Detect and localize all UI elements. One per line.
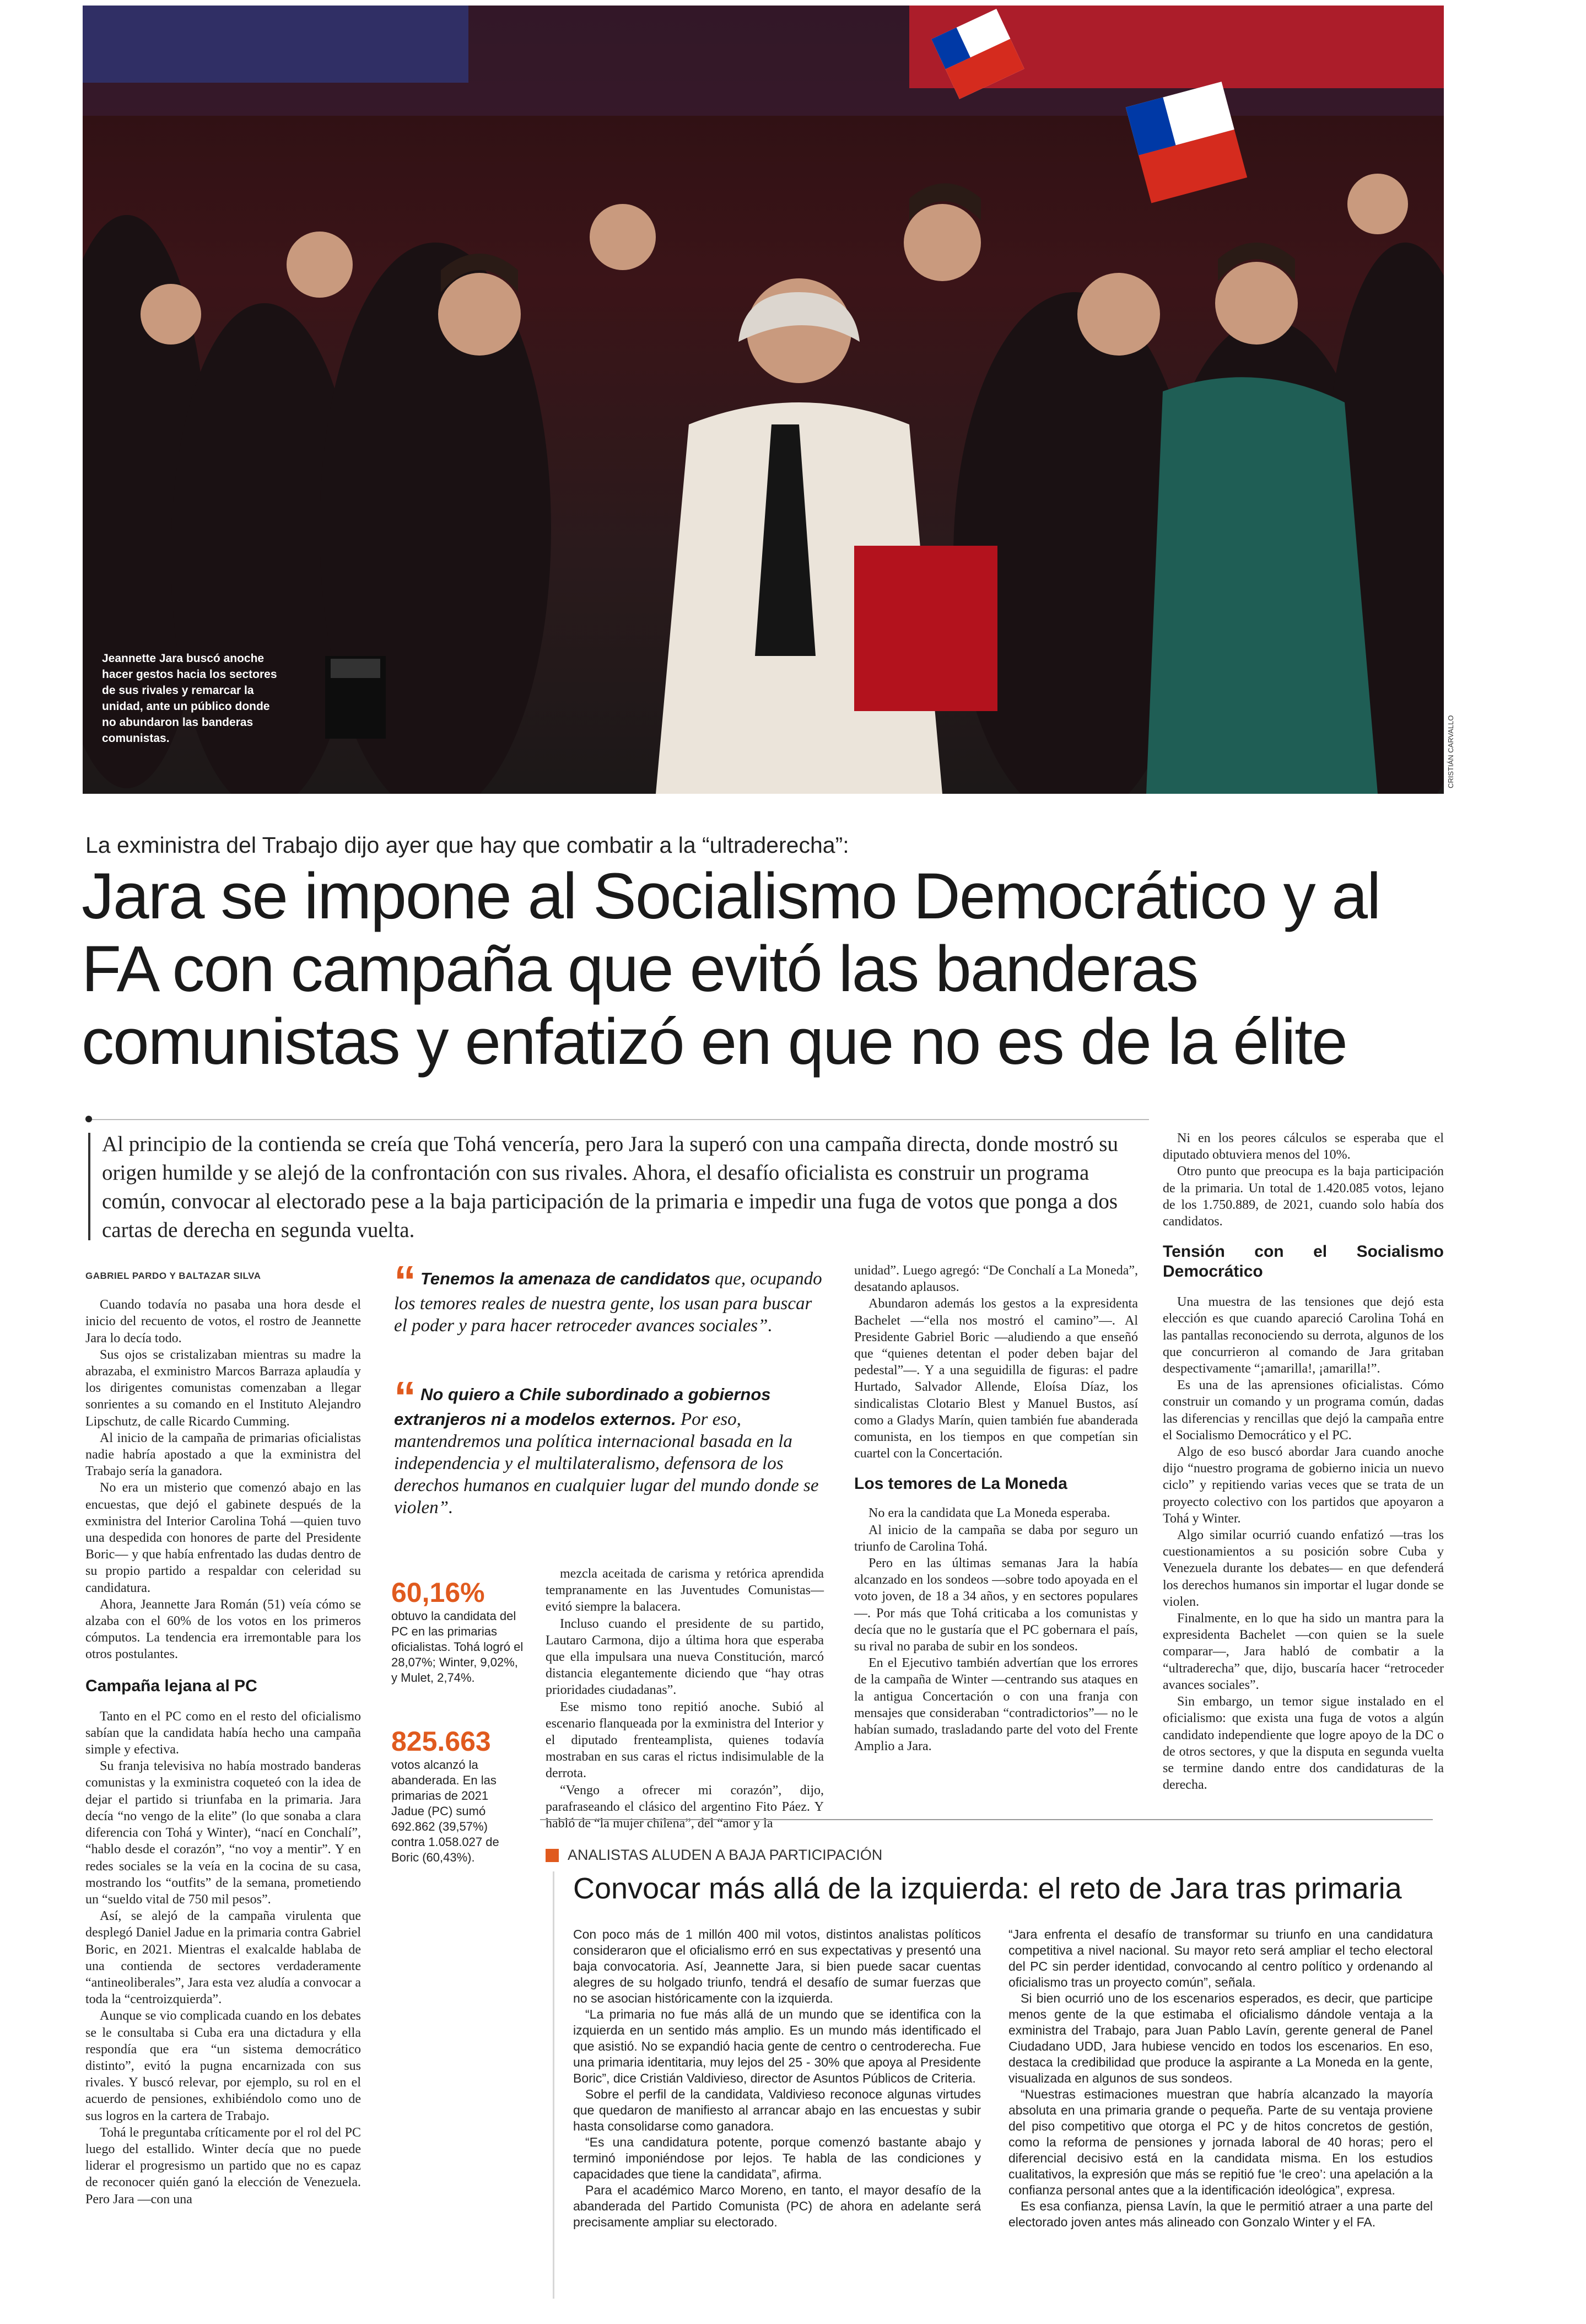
paragraph: Al inicio de la campaña de primarias oficialistas nadie habría apostado a que la exministra del Trabajo sería la ganadora. (85, 1430, 361, 1479)
pull-quote (394, 1373, 824, 1519)
stat-box (391, 1725, 524, 1865)
paragraph: No era un misterio que comenzó abajo en las encuestas, que dejó el gabinete después de la exministra del Interior Carolina Tohá —quien tuvo una despedida con honores de parte del Presidente Boric— y que había enfrentado las dudas dentro de su propio partido a respaldar con celeridad su candidatura. (85, 1481, 361, 1595)
quote-mark-icon: “ (394, 1373, 416, 1422)
paragraph: “Vengo a ofrecer mi corazón”, dijo, parafraseando el clásico del argentino Fito Páez. Y habló de “la mujer chilena”, del “amor y la (546, 1783, 824, 1831)
tag-square-icon (546, 1849, 559, 1862)
paragraph: Es una de las aprensiones oficialistas. Cómo construir un comando y un programa común, dadas las diferencias y rencillas que dejó la campaña entre el Socialismo Democrático y el PC. (1163, 1378, 1444, 1443)
article-column-1 (85, 1268, 361, 2208)
quote-lead: Tenemos la amenaza de candidatos (420, 1269, 711, 1288)
paragraph: “Es una candidatura potente, porque comenzó bastante abajo y terminó imponiéndose por lejos. Te habla de las condiciones y capacidades que tiene la candidata”, afirma. (573, 2135, 981, 2181)
headline: Jara se impone al Socialismo Democrático y al FA con campaña que evitó las banderas comunistas y enfatizó en que no es de la élite (82, 860, 1380, 1078)
paragraph: Finalmente, en lo que ha sido un mantra para la expresidenta Bachelet —con quien se la suele comparar—, Jara habló de combatir a la “ultraderecha” que, dijo, buscaría hacer “retroceder avances sociales”. (1163, 1611, 1444, 1692)
paragraph: “Nuestras estimaciones muestran que habría alcanzado la mayoría absoluta en una primaria grande o pequeña. Parte de su ventaja proviene del piso competitivo que otorga el PC y de hitos concretos de gestión, como la reforma de pensiones y jornada laboral de 40 horas; pero el diferencial decisivo está en la candidata misma. En los estudios cualitativos, la expresión que más se repitió fue ‘le creo’: una apelación a la confianza personal antes que a la identificación ideológica”, expresa. (1008, 2087, 1433, 2197)
paragraph: Al inicio de la campaña se daba por seguro un triunfo de Carolina Tohá. (854, 1523, 1138, 1554)
lead-bar (88, 1133, 90, 1240)
stat-number: 60,16% (391, 1577, 485, 1608)
paragraph: unidad”. Luego agregó: “De Conchalí a La Moneda”, desatando aplausos. (854, 1263, 1138, 1295)
paragraph: Otro punto que preocupa es la baja participación de la primaria. Un total de 1.420.085 votos, lejano de los 1.750.889, de 2021, cuando solo había dos candidatos. (1163, 1164, 1444, 1229)
paragraph: Si bien ocurrió uno de los escenarios esperados, es decir, que participe menos gente de la que estimaba el oficialismo dándole ventaja a la exministra del Trabajo, para Juan Pablo Lavín, gerente general de Panel Ciudadano UDD, Jara hubiese vencido en todos los escenarios. En eso, destaca la credibilidad que produce la aspirante a La Moneda en la gente, visualizada en algunos de sus sondeos. (1008, 1991, 1433, 2085)
paragraph: Así, se alejó de la campaña virulenta que desplegó Daniel Jadue en la primaria contra Gabriel Boric, en 2021. Mientras el exalcalde hablaba de una contienda de sectores verdaderamente “antineoliberales”, Jara esta vez aludía a convocar a toda la “centroizquierda”. (85, 1909, 361, 2007)
crowd-illustration (83, 6, 1444, 794)
quote-mark-icon: “ (394, 1257, 416, 1306)
paragraph: Sus ojos se cristalizaban mientras su madre la abrazaba, el exministro Marcos Barraza aplaudía y los dirigentes comunistas comenzaban a llegar sonrientes a su comando en el Instituto Alejandro Lipschutz, de calle Ricardo Cumming. (85, 1347, 361, 1429)
secondary-column-left (573, 1927, 981, 2230)
paragraph: Ni en los peores cálculos se esperaba que el diputado obtuviera menos del 10%. (1163, 1131, 1444, 1163)
article-column-5 (1163, 1130, 1444, 1793)
paragraph: Sobre el perfil de la candidata, Valdivieso reconoce algunas virtudes que quedaron de manifiesto al arrancar abajo en las encuestas y subir hasta consolidarse como ganadora. (573, 2087, 981, 2133)
lead-photo (83, 6, 1444, 794)
stat-box (391, 1577, 524, 1686)
paragraph: “Jara enfrenta el desafío de transformar su triunfo en una candidatura competitiva a nivel nacional. Su mayor reto será ampliar el techo electoral del PC sin perder identidad, convocando al centro político y ordenando al oficialismo tras un proyecto común”, señala. (1008, 1927, 1433, 1989)
paragraph: Ese mismo tono repitió anoche. Subió al escenario flanqueada por la exministra del Interior y el diputado frenteamplista, quienes todavía mostraban en sus caras el rictus indisimulable de la derrota. (546, 1699, 824, 1781)
pull-quote (394, 1257, 824, 1337)
secondary-title: Convocar más allá de la izquierda: el reto de Jara tras primaria (573, 1872, 1402, 1905)
paragraph: Abundaron además los gestos a la expresidenta Bachelet —“ella nos mostró el camino”—. Al Presidente Gabriel Boric —aludiendo a que enseñó que “quienes detentan el poder deben bajar del pedestal”—. Y a una seguidilla de figuras: el padre Hurtado, Salvador Allende, Eloísa Díaz, los sindicalistas Clotario Blest y Manuel Bustos, así como a Gladys Marín, quien también fue abanderada comunista, en los tiempos en que competían sin cuartel con la Concertación. (854, 1297, 1138, 1461)
paragraph: Algo similar ocurrió cuando enfatizó —tras los cuestionamientos a su posición sobre Cuba y Venezuela durante los debates— en que defenderá los derechos humanos sin importar el lugar donde se violen. (1163, 1528, 1444, 1609)
paragraph: Su franja televisiva no había mostrado banderas comunistas y la exministra coqueteó con la idea de dejar el partido si triunfaba en la primaria. Jara decía “no vengo de la elite” (lo que sonaba a clara diferencia con Tohá y Winter), “nací en Conchalí”, “hablo desde el corazón”, “no voy a mentir”. Y en redes sociales se la veía en la cocina de su casa, mostrando los “outfits” de la semana, prometiendo un “sueldo vital de 750 mil pesos”. (85, 1759, 361, 1907)
divider (85, 1119, 1149, 1120)
byline: GABRIEL PARDO Y BALTAZAR SILVA (85, 1271, 261, 1281)
paragraph: Tohá le preguntaba críticamente por el rol del PC luego del estallido. Winter decía que no puede liderar el progresismo un partido que no es capaz de reconocer quién ganó la elección de Venezuela. Pero Jara —con una (85, 2125, 361, 2207)
bullet-dot (85, 1116, 92, 1122)
quote-text: que, ocupando los temores reales de nuestra gente, los usan para buscar el poder y para hacer retroceder avances sociales”. (394, 1269, 822, 1336)
stat-number: 825.663 (391, 1726, 491, 1757)
paragraph: Una muestra de las tensiones que dejó esta elección es que cuando apareció Carolina Tohá en las pantallas reconociendo su derrota, algunos de los que concurrieron al comando de Jara gritaban despectivamente “¡amarilla!, ¡amarilla!”. (1163, 1295, 1444, 1376)
paragraph: Aunque se vio complicada cuando en los debates se le consultaba si Cuba era una dictadura y ella respondía que era “un sistema democrático distinto”, evitó la pugna encarnizada con sus rivales. Y buscó relevar, por ejemplo, su rol en el acuerdo de pensiones, exhibiéndolo como uno de sus logros en la cartera de Trabajo. (85, 2009, 361, 2123)
section-subhead: Tensión con el Socialismo Democrático (1163, 1242, 1444, 1281)
paragraph: “La primaria no fue más allá de un mundo que se identifica con la izquierda en un sentido más amplio. Es un mundo más identificado el que asistió. No se expandió hacia gente de centro o centroderecha. Fue una primaria identitaria, muy lejos del 25 - 30% que apoya al Presidente Boric”, dice Cristián Valdivieso, director de Asuntos Públicos de Criteria. (573, 2007, 981, 2085)
secondary-tag: ANALISTAS ALUDEN A BAJA PARTICIPACIÓN (568, 1847, 883, 1863)
paragraph: Para el académico Marco Moreno, en tanto, el mayor desafío de la abanderada del Partido Comunista (PC) de ahora en adelante será precisamente ampliar su electorado. (573, 2183, 981, 2229)
paragraph: Algo de eso buscó abordar Jara cuando anoche dijo “nuestro programa de gobierno inicia un nuevo ciclo” y repitiendo varias veces que se trata de un proyecto colectivo con los partidos que apoyaron a Tohá y Winter. (1163, 1445, 1444, 1526)
paragraph: Tanto en el PC como en el resto del oficialismo sabían que la candidata había hecho una campaña simple y efectiva. (85, 1709, 361, 1757)
secondary-column-right (1008, 1927, 1433, 2230)
paragraph: Con poco más de 1 millón 400 mil votos, distintos analistas políticos consideraron que el oficialismo erró en sus expectativas y presentó una baja convocatoria. Así, Jeannette Jara, si bien puede sacar cuentas alegres de su holgado triunfo, tendrá el desafío de sumar fuerzas que no se asocian históricamente con la izquierda. (573, 1927, 981, 2005)
photo-credit: CRISTIÁN CARVALLO (1447, 715, 1455, 788)
paragraph: Incluso cuando el presidente de su partido, Lautaro Carmona, dijo a última hora que esperaba que ella impulsara una nueva Constitución, marcó distancia elegantemente diciendo que “hay otras prioridades ciudadanas”. (546, 1616, 824, 1698)
paragraph: Cuando todavía no pasaba una hora desde el inicio del recuento de votos, el rostro de Jeannette Jara lo decía todo. (85, 1298, 361, 1346)
paragraph: En el Ejecutivo también advertían que los errores de la campaña de Winter —centrando sus ataques en la antigua Concertación o con una franja con mensajes que consideraban “contradictorios”— no le habían sumado, trasladando parte del voto del Frente Amplio a Jara. (854, 1656, 1138, 1754)
secondary-rule (553, 1871, 554, 2299)
paragraph: Sin embargo, un temor sigue instalado en el oficialismo: que exista una fuga de votos a algún candidato independiente que logre apoyo de la DC o de otros sectores, y que la disputa en segunda vuelta se termine dando entre dos candidaturas de la derecha. (1163, 1694, 1444, 1793)
paragraph: Es esa confianza, piensa Lavín, la que le permitió atraer a una parte del electorado joven antes más alineado con Gonzalo Winter y el FA. (1008, 2199, 1433, 2229)
article-column-4 (854, 1262, 1138, 1755)
secondary-divider (540, 1819, 1433, 1820)
paragraph: Pero en las últimas semanas Jara la había alcanzado en los sondeos —sobre todo apoyada en el voto joven, de 18 a 34 años, y en sectores populares—. Por más que Tohá criticaba a los comunistas y decía que no le gustaría que el PC gobernara el país, su rival no paraba de subir en los sondeos. (854, 1556, 1138, 1654)
section-subhead: Campaña lejana al PC (85, 1676, 257, 1695)
quote-lead: No quiero a Chile subordinado a gobiernos extranjeros ni a modelos externos. (394, 1385, 771, 1429)
paragraph: mezcla aceitada de carisma y retórica aprendida tempranamente en las Juventudes Comunistas— evitó siempre la balacera. (546, 1567, 824, 1615)
paragraph: Ahora, Jeannette Jara Román (51) veía cómo se alzaba con el 60% de los votos en los primeros cómputos. La tendencia era irremontable para los otros postulantes. (85, 1597, 361, 1662)
quote-text: Por eso, mantendremos una política internacional basada en la independencia y el multilateralismo, defensora de los derechos humanos en cualquier lugar del mundo donde se violen”. (394, 1410, 819, 1518)
photo-caption: Jeannette Jara buscó anoche hacer gestos hacia los sectores de sus rivales y remarcar la unidad, ante un público donde no abundaron las banderas comunistas. (102, 652, 277, 745)
stat-description: votos alcanzó la abanderada. En las primarias de 2021 Jadue (PC) sumó 692.862 (39,57%) contra 1.058.027 de Boric (60,43%). (391, 1758, 499, 1864)
section-subhead: Los temores de La Moneda (854, 1475, 1067, 1493)
lead-paragraph: Al principio de la contienda se creía que Tohá vencería, pero Jara la superó con una campaña directa, donde mostró su origen humilde y se alejó de la confrontación con sus rivales. Ahora, el desafío oficialista es construir un programa común, convocar al electorado pese a la baja participación de la primaria e impedir una fuga de votos que ponga a dos cartas de derecha en segunda vuelta. (102, 1132, 1118, 1242)
stat-description: obtuvo la candidata del PC en las primarias oficialistas. Tohá logró el 28,07%; Winter, 9,02%, y Mulet, 2,74%. (391, 1609, 524, 1685)
paragraph: No era la candidata que La Moneda esperaba. (868, 1506, 1110, 1521)
kicker: La exministra del Trabajo dijo ayer que hay que combatir a la “ultraderecha”: (85, 832, 849, 858)
article-column-3 (546, 1566, 824, 1832)
